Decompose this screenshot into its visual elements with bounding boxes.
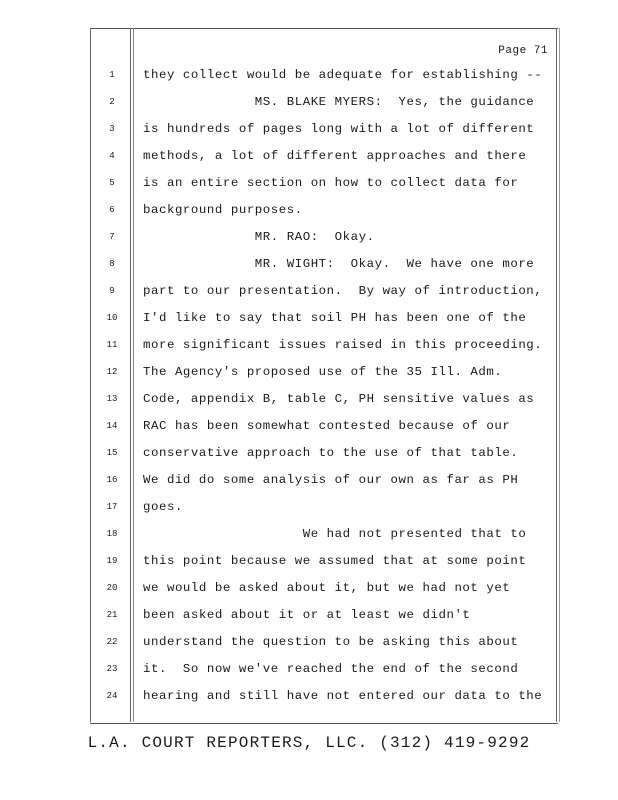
line-number: 17 [106,502,118,512]
transcript-line [100,251,556,278]
line-text: more significant issues raised in this proceeding. [143,338,543,352]
transcript-line [100,224,556,251]
line-text: this point because we assumed that at some point [143,554,527,568]
transcript-line [100,89,556,116]
line-number: 16 [106,475,118,485]
right-margin-rule [556,28,557,722]
transcript-line [100,386,556,413]
line-number: 3 [109,124,115,134]
transcript-line [100,62,556,89]
line-text: conservative approach to the use of that table. [143,446,519,460]
transcript-line [100,278,556,305]
line-text: goes. [143,500,183,514]
line-number: 6 [109,205,115,215]
left-margin-rule [90,28,91,722]
line-text: MS. BLAKE MYERS: Yes, the guidance [143,95,535,109]
transcript-line [100,494,556,521]
line-text: RAC has been somewhat contested because of our [143,419,511,433]
transcript-line [100,332,556,359]
line-number: 4 [109,151,115,161]
line-text: MR. WIGHT: Okay. We have one more [143,257,535,271]
transcript-line [100,467,556,494]
line-number: 14 [106,421,118,431]
transcript-line [100,656,556,683]
line-number: 8 [109,259,115,269]
line-number: 21 [106,610,118,620]
line-text: We had not presented that to [143,527,527,541]
court-reporter-footer: L.A. COURT REPORTERS, LLC. (312) 419-9292 [87,734,531,752]
line-text: we would be asked about it, but we had not yet [143,581,511,595]
page-number: Page 71 [498,45,548,57]
line-text: Code, appendix B, table C, PH sensitive values as [143,392,535,406]
line-text: part to our presentation. By way of introduction, [143,284,543,298]
line-number: 23 [106,664,118,674]
line-text: I'd like to say that soil PH has been one of the [143,311,527,325]
line-text: hearing and still have not entered our data to the [143,689,543,703]
transcript-line [100,143,556,170]
line-text: background purposes. [143,203,303,217]
line-text: been asked about it or at least we didn't [143,608,471,622]
line-number: 20 [106,583,118,593]
line-text: is hundreds of pages long with a lot of different [143,122,535,136]
line-text: it. So now we've reached the end of the second [143,662,519,676]
line-number: 24 [106,691,118,701]
line-number: 9 [109,286,115,296]
transcript-body [100,62,556,710]
line-text: We did do some analysis of our own as far as PH [143,473,519,487]
transcript-line [100,413,556,440]
right-margin-rule-outer [559,28,560,722]
line-number: 13 [106,394,118,404]
line-number: 5 [109,178,115,188]
line-text: is an entire section on how to collect data for [143,176,519,190]
line-number: 12 [106,367,118,377]
transcript-line [100,548,556,575]
line-number: 19 [106,556,118,566]
transcript-line [100,602,556,629]
line-text: understand the question to be asking this about [143,635,519,649]
line-number: 22 [106,637,118,647]
line-text: MR. RAO: Okay. [143,230,375,244]
line-number: 18 [106,529,118,539]
transcript-line [100,197,556,224]
line-number: 7 [109,232,115,242]
transcript-line [100,683,556,710]
line-number: 11 [106,340,118,350]
line-number: 10 [106,313,118,323]
line-number: 1 [109,70,115,80]
transcript-line [100,629,556,656]
transcript-line [100,521,556,548]
transcript-line [100,116,556,143]
transcript-line [100,305,556,332]
transcript-line [100,359,556,386]
line-number: 15 [106,448,118,458]
line-text: methods, a lot of different approaches and there [143,149,527,163]
line-number: 2 [109,97,115,107]
line-text: The Agency's proposed use of the 35 Ill. Adm. [143,365,503,379]
transcript-line [100,440,556,467]
transcript-line [100,170,556,197]
line-text: they collect would be adequate for establishing -- [143,68,543,82]
transcript-line [100,575,556,602]
